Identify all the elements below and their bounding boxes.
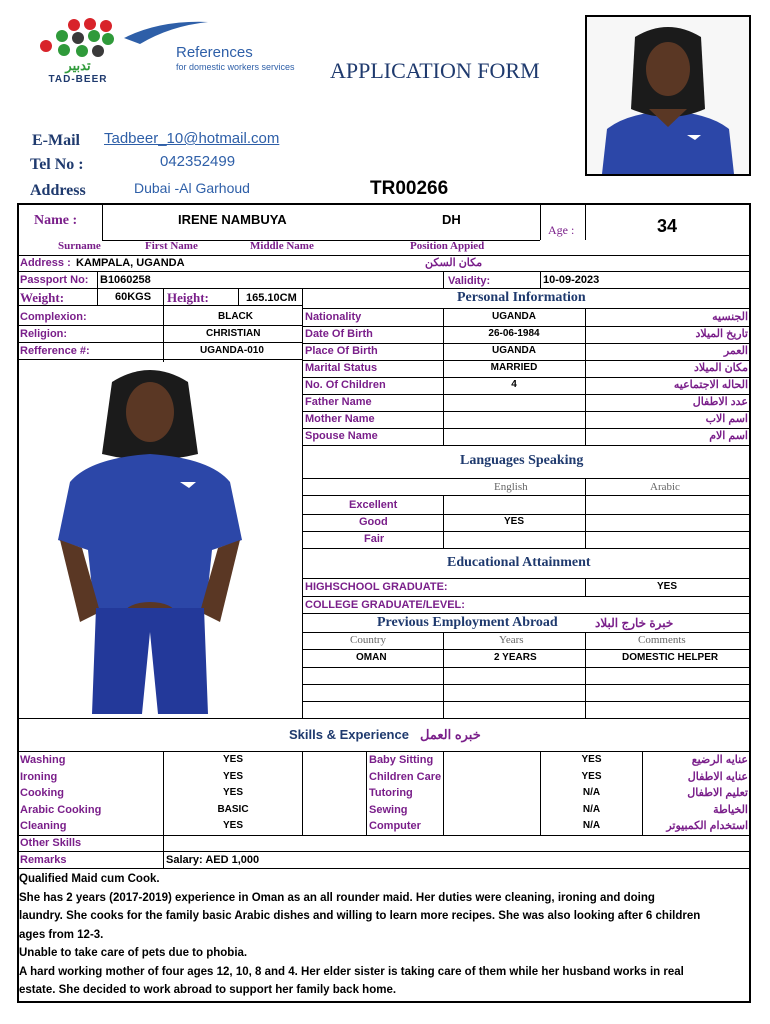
summary-line: laundry. She cooks for the family basic Arabic dishes and willing to learn more recipes. She was also looking after 6 children [19, 910, 701, 922]
skill-value: YES [581, 754, 602, 765]
employment-title-arabic: خبرة خارج البلاد [595, 616, 674, 630]
employment-comments: DOMESTIC HELPER [622, 652, 719, 663]
personal-arabic: اسم الام [709, 430, 748, 442]
height-label: Height: [167, 290, 209, 305]
complexion-value: BLACK [218, 311, 253, 322]
summary-line: estate. She decided to work abroad to support her family back home. [19, 984, 397, 996]
employment-title: Previous Employment Abroad [377, 615, 558, 630]
skill-arabic: تعليم الاطفال [687, 787, 748, 800]
summary-line: She has 2 years (2017-2019) experience in Oman as an all rounder maid. Her duties were cleaning, ironing and doing [19, 891, 655, 904]
personal-label: Mother Name [305, 413, 375, 425]
personal-label: Date Of Birth [305, 328, 373, 340]
good-english-value: YES [504, 516, 525, 527]
skill-value: YES [581, 770, 602, 782]
col-years: Years [499, 634, 524, 646]
age-label: Age : [548, 223, 575, 237]
summary-line: A hard working mother of four ages 12, 10, 8 and 4. Her elder sister is taking care of them while her husband works in real [19, 965, 684, 978]
summary-text [19, 870, 749, 1000]
personal-label: Spouse Name [305, 430, 378, 442]
skill-label: Cooking [20, 787, 64, 800]
personal-arabic: اسم الاب [705, 413, 748, 425]
residence-label: Address : [20, 257, 71, 269]
references-subtitle: for domestic workers services [176, 62, 295, 72]
skill-arabic: الخياطة [713, 803, 748, 816]
highschool-value: YES [657, 581, 678, 592]
level-fair: Fair [364, 533, 385, 545]
college-label: COLLEGE GRADUATE/LEVEL: [305, 599, 465, 611]
skill-label: Washing [20, 754, 66, 766]
skill-label: Sewing [369, 803, 408, 816]
first-name-label: First Name [145, 240, 198, 252]
age-value: 34 [657, 216, 678, 236]
passport-value: B1060258 [100, 274, 151, 286]
logo-arabic: تدبير [65, 58, 91, 73]
skill-arabic: عنايه الرضيع [691, 754, 748, 766]
skill-label: Computer [369, 820, 421, 833]
position-label: Position Appied [410, 240, 485, 252]
personal-label: Place Of Birth [305, 345, 378, 357]
personal-arabic: تاريخ الميلاد [695, 328, 748, 340]
name-label: Name : [34, 213, 78, 228]
tel-label: Tel No : [30, 156, 84, 173]
personal-arabic: الجنسيه [712, 311, 748, 323]
references-logo [120, 18, 310, 78]
employment-years: 2 YEARS [494, 652, 537, 663]
col-country: Country [350, 634, 387, 646]
personal-value: UGANDA [492, 311, 536, 322]
skill-value: YES [222, 787, 243, 799]
skill-label: Tutoring [369, 787, 413, 800]
summary-line: ages from 12-3. [19, 928, 104, 941]
validity-label: Validity: [448, 275, 491, 287]
headshot-portrait-icon [587, 17, 749, 174]
weight-value: 60KGS [115, 291, 152, 303]
reference-code: TR00266 [370, 178, 449, 199]
surname-label: Surname [58, 240, 101, 252]
other-skills-label: Other Skills [20, 837, 82, 849]
skill-label: Arabic Cooking [20, 803, 102, 816]
summary-line: Qualified Maid cum Cook. [19, 873, 160, 885]
personal-value: MARRIED [490, 362, 538, 373]
skill-arabic: استخدام الكمبيوتر [666, 820, 748, 833]
applicant-full-body-photo [30, 362, 280, 714]
passport-label: Passport No: [20, 274, 89, 286]
address-value: Dubai -Al Garhoud [134, 180, 250, 196]
personal-label: Father Name [305, 396, 372, 408]
address-label: Address [30, 182, 86, 199]
skill-value: N/A [582, 820, 601, 832]
height-value: 165.10CM [246, 292, 297, 304]
tadbeer-logo [28, 16, 128, 86]
full-body-figure-icon [30, 362, 280, 714]
religion-value: CHRISTIAN [206, 328, 261, 339]
languages-title: Languages Speaking [460, 453, 584, 468]
skill-label: Baby Sitting [369, 754, 434, 766]
form-title: APPLICATION FORM [330, 58, 540, 83]
personal-value: 4 [511, 379, 517, 390]
applicant-headshot [585, 15, 751, 176]
skill-value: N/A [582, 787, 601, 799]
skill-arabic: عنايه الاطفال [687, 770, 748, 783]
skill-label: Cleaning [20, 820, 67, 833]
skill-value: YES [222, 770, 243, 782]
remarks-value: Salary: AED 1,000 [166, 854, 260, 866]
skills-title-arabic: خبره العمل [420, 727, 481, 742]
skill-value: YES [222, 754, 243, 765]
reference-label: Refference #: [20, 345, 90, 357]
personal-info-title: Personal Information [457, 290, 586, 305]
personal-arabic: العمر [723, 345, 748, 357]
skill-value: N/A [582, 803, 601, 815]
personal-arabic: الحاله الاجتماعيه [673, 379, 748, 391]
email-link[interactable]: Tadbeer_10@hotmail.com [104, 130, 280, 147]
personal-value: 26-06-1984 [488, 328, 540, 339]
validity-value: 10-09-2023 [543, 274, 600, 286]
personal-arabic: عدد الاطفال [692, 396, 748, 408]
level-excellent: Excellent [349, 499, 398, 511]
col-english: English [494, 481, 528, 493]
personal-label: Nationality [305, 311, 362, 323]
level-good: Good [359, 516, 388, 528]
remarks-label: Remarks [20, 854, 67, 866]
col-comments: Comments [638, 634, 686, 646]
email-label: E-Mail [32, 132, 80, 149]
skills-title: Skills & Experience [289, 727, 409, 742]
residence-value: KAMPALA, UGANDA [76, 257, 185, 269]
middle-name-label: Middle Name [250, 240, 314, 252]
employment-country: OMAN [356, 652, 387, 663]
full-name: IRENE NAMBUYA [178, 212, 287, 227]
weight-label: Weight: [20, 290, 65, 305]
reference-value: UGANDA-010 [200, 345, 264, 356]
education-title: Educational Attainment [447, 555, 591, 570]
personal-label: No. Of Children [305, 379, 386, 391]
highschool-label: HIGHSCHOOL GRADUATE: [305, 581, 448, 593]
religion-label: Religion: [20, 328, 68, 340]
skill-label: Ironing [20, 770, 58, 783]
residence-arabic: مكان السكن [425, 257, 483, 269]
personal-value: UGANDA [492, 345, 536, 356]
position-value: DH [442, 212, 461, 227]
skill-value: BASIC [217, 803, 249, 815]
summary-line: Unable to take care of pets due to phobia. [19, 947, 248, 959]
personal-arabic: مكان الميلاد [693, 362, 748, 374]
col-arabic: Arabic [650, 481, 680, 493]
tel-value: 042352499 [160, 153, 236, 170]
logo-text: TAD-BEER [48, 74, 108, 85]
skill-label: Children Care [369, 770, 442, 783]
complexion-label: Complexion: [20, 311, 87, 323]
personal-label: Marital Status [305, 362, 378, 374]
references-title: References [176, 44, 253, 61]
skill-value: YES [222, 820, 243, 832]
